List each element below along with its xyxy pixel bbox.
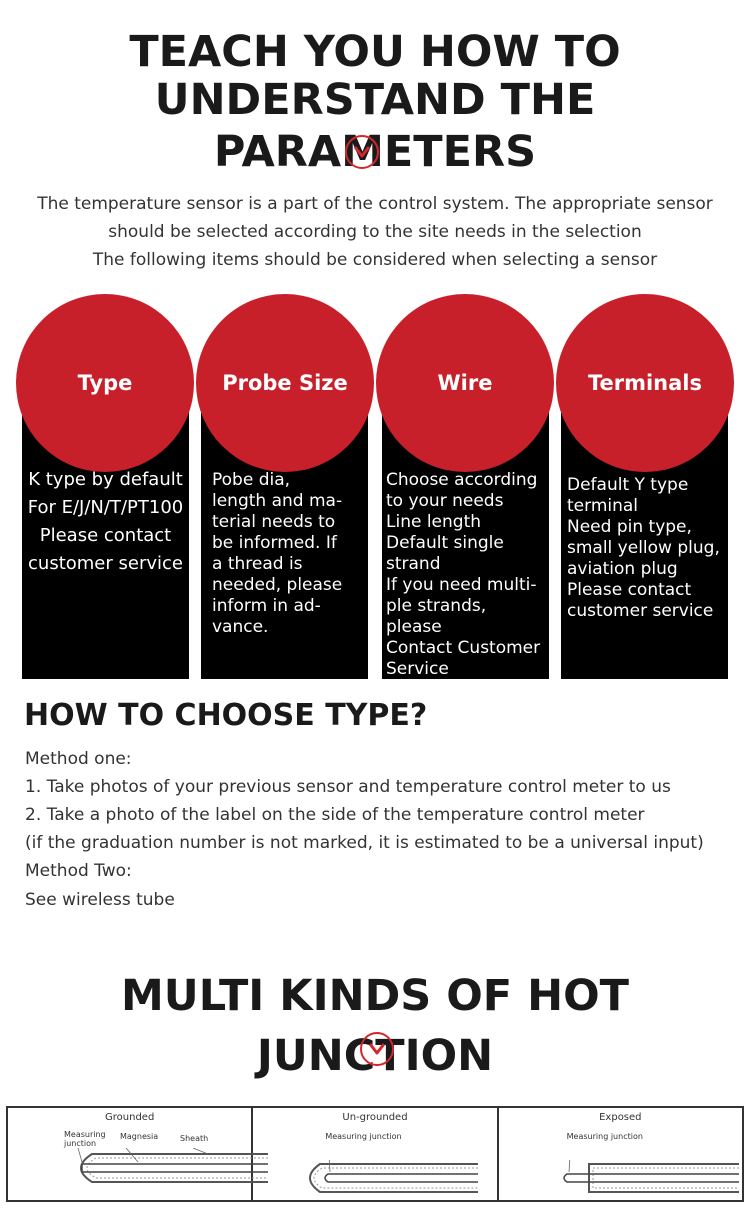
probe-line: length and ma-: [212, 491, 343, 511]
wire-line: Default single: [386, 533, 504, 553]
method-line: 2. Take a photo of the label on the side of the temperature control meter: [25, 805, 645, 825]
how-to-choose-title: HOW TO CHOOSE TYPE?: [24, 698, 428, 733]
type-line: Please contact: [39, 525, 172, 546]
measuring-junction-label: Measuring junction: [325, 1132, 402, 1141]
grounded-sheath-drawing: [68, 1148, 268, 1188]
wire-line: strand: [386, 554, 441, 574]
probe-size-circle: [196, 294, 374, 472]
terminals-line: Default Y type: [567, 475, 689, 495]
terminals-line: small yellow plug,: [567, 538, 720, 558]
page-title-line-1: TEACH YOU HOW TO: [129, 27, 621, 77]
exposed-panel: [499, 1108, 742, 1200]
probe-line: be informed. If: [212, 533, 337, 553]
wire-line: Service: [386, 659, 449, 679]
terminals-line: customer service: [567, 601, 714, 621]
terminals-circle: [556, 294, 734, 472]
wire-line: please: [386, 617, 442, 637]
wire-circle: [376, 294, 554, 472]
wire-heading: Wire: [437, 371, 493, 395]
ungrounded-panel: [253, 1108, 498, 1200]
exposed-sheath-drawing: [559, 1160, 739, 1196]
measuring-junction-label: Measuring junction: [64, 1130, 106, 1148]
magnesia-label: Magnesia: [120, 1132, 159, 1141]
intro-line-2: should be selected according to the site needs in the selection: [108, 222, 642, 242]
measuring-junction-label: Measuring junction: [566, 1132, 643, 1141]
sheath-label: Sheath: [180, 1134, 209, 1143]
method-line: (if the graduation number is not marked, it is estimated to be a universal input): [25, 833, 704, 853]
method-line: Method Two:: [25, 861, 132, 881]
wire-description: [386, 470, 540, 680]
type-description: [22, 466, 189, 578]
type-line: K type by default: [28, 469, 183, 490]
terminals-line: terminal: [567, 496, 639, 516]
wire-line: to your needs: [386, 491, 504, 511]
type-heading: Type: [77, 371, 133, 395]
chevron-down-circle-icon: [345, 135, 379, 169]
wire-line: Line length: [386, 512, 482, 532]
type-line: For E/J/N/T/PT100: [27, 497, 184, 518]
wire-line: Contact Customer: [386, 638, 541, 658]
junction-title: MULTI KINDS OF HOT JUNCTION: [120, 971, 629, 1081]
method-line: 1. Take photos of your previous sensor and temperature control meter to us: [25, 777, 671, 797]
method-line: See wireless tube: [25, 890, 175, 910]
terminals-line: Please contact: [567, 580, 692, 600]
wire-line: If you need multi-: [386, 575, 537, 595]
terminals-description: [567, 475, 720, 622]
junction-diagrams: [6, 1106, 744, 1202]
probe-line: a thread is: [212, 554, 303, 574]
type-circle: [16, 294, 194, 472]
method-line: Method one:: [25, 749, 132, 769]
terminals-line: aviation plug: [567, 559, 678, 579]
probe-size-description: [212, 470, 342, 638]
exposed-title: Exposed: [599, 1112, 642, 1123]
terminals-heading: Terminals: [587, 371, 703, 395]
intro-line-3: The following items should be considered when selecting a sensor: [92, 250, 658, 270]
intro-line-1: The temperature sensor is a part of the control system. The appropriate sensor: [37, 194, 713, 214]
grounded-panel: [8, 1108, 253, 1200]
grounded-title: Grounded: [105, 1112, 155, 1123]
probe-size-heading: Probe Size: [222, 371, 348, 395]
wire-line: ple strands,: [386, 596, 487, 616]
type-line: customer service: [28, 553, 183, 574]
ungrounded-title: Un-grounded: [342, 1112, 408, 1123]
probe-line: needed, please: [212, 575, 343, 595]
probe-line: inform in ad-: [212, 596, 321, 616]
page-title-line-2: UNDERSTAND THE PARAMETERS: [154, 75, 596, 177]
chevron-down-circle-icon: [360, 1032, 394, 1066]
probe-line: terial needs to: [212, 512, 336, 532]
probe-line: vance.: [212, 617, 269, 637]
terminals-line: Need pin type,: [567, 517, 692, 537]
ungrounded-sheath-drawing: [298, 1160, 478, 1196]
wire-line: Choose according: [386, 470, 538, 490]
probe-line: Pobe dia,: [212, 470, 291, 490]
